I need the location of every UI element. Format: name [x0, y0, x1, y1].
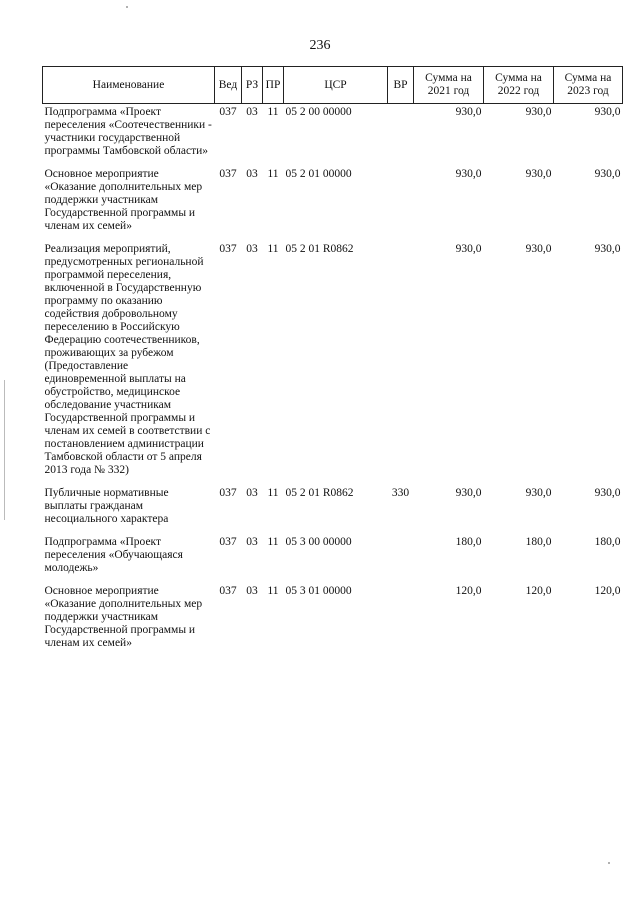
row-name: Основное мероприятие «Оказание дополнительных мер поддержки участникам Государственной программы и членам их семей»: [44, 168, 203, 232]
header-pr: ПР: [263, 67, 284, 104]
table-header-row: [43, 67, 623, 104]
row-name: Подпрограмма «Проект переселения «Соотечественники - участники государственной программы Тамбовской области»: [44, 106, 212, 157]
row-pr: 11: [267, 536, 279, 548]
row-sum-2021: 930,0: [455, 243, 482, 255]
header-ved: Вед: [215, 67, 242, 104]
scan-edge-mark: [4, 380, 5, 520]
row-sum-2023: 180,0: [594, 536, 621, 548]
row-ved: 037: [219, 536, 237, 548]
row-ved: 037: [219, 585, 237, 597]
row-sum-2023: 120,0: [594, 585, 621, 597]
row-rz: 03: [246, 487, 258, 499]
row-rz: 03: [246, 106, 258, 118]
page-number: 236: [309, 38, 331, 53]
row-sum-2023: 930,0: [594, 106, 621, 118]
row-rz: 03: [246, 585, 258, 597]
table-row: [43, 104, 623, 167]
table-row: [43, 583, 623, 658]
row-rz: 03: [246, 536, 258, 548]
row-csr: 05 3 01 00000: [285, 585, 352, 597]
row-ved: 037: [219, 168, 237, 180]
row-vr: [388, 534, 414, 583]
row-pr: 11: [267, 585, 279, 597]
row-name: Публичные нормативные выплаты гражданам несоциального характера: [44, 487, 169, 525]
row-sum-2021: 180,0: [455, 536, 482, 548]
row-sum-2021: 930,0: [455, 487, 482, 499]
row-sum-2021: 120,0: [455, 585, 482, 597]
row-sum-2021: 930,0: [455, 168, 482, 180]
row-csr: 05 2 01 R0862: [285, 487, 354, 499]
row-csr: 05 3 00 00000: [285, 536, 352, 548]
table-row: [43, 166, 623, 241]
table-row: [43, 485, 623, 534]
table-row: [43, 534, 623, 583]
row-rz: 03: [246, 168, 258, 180]
row-csr: 05 2 01 R0862: [285, 243, 354, 255]
header-name: Наименование: [43, 67, 215, 104]
table-row: [43, 241, 623, 485]
header-csr: ЦСР: [284, 67, 388, 104]
row-pr: 11: [267, 487, 279, 499]
row-vr: 330: [391, 487, 410, 499]
budget-table: [42, 66, 623, 658]
row-ved: 037: [219, 106, 237, 118]
row-sum-2023: 930,0: [594, 487, 621, 499]
scan-dot: [608, 862, 610, 864]
header-rz: РЗ: [242, 67, 263, 104]
row-vr: [388, 241, 414, 485]
row-sum-2022: 930,0: [525, 168, 552, 180]
row-sum-2022: 930,0: [525, 487, 552, 499]
header-vr: ВР: [388, 67, 414, 104]
header-sum-2021: Сумма на 2021 год: [414, 67, 484, 104]
row-vr: [388, 583, 414, 658]
row-sum-2021: 930,0: [455, 106, 482, 118]
row-pr: 11: [267, 243, 279, 255]
row-pr: 11: [267, 106, 279, 118]
row-sum-2023: 930,0: [594, 243, 621, 255]
row-name: Подпрограмма «Проект переселения «Обучающаяся молодежь»: [44, 536, 183, 574]
row-pr: 11: [267, 168, 279, 180]
row-sum-2023: 930,0: [594, 168, 621, 180]
row-sum-2022: 930,0: [525, 243, 552, 255]
row-vr: [388, 166, 414, 241]
scan-dot: [126, 6, 128, 8]
row-rz: 03: [246, 243, 258, 255]
row-csr: 05 2 01 00000: [285, 168, 352, 180]
row-ved: 037: [219, 487, 237, 499]
header-sum-2022: Сумма на 2022 год: [484, 67, 554, 104]
row-name: Основное мероприятие «Оказание дополнительных мер поддержки участникам Государственной программы и членам их семей»: [44, 585, 203, 649]
row-csr: 05 2 00 00000: [285, 106, 352, 118]
row-name: Реализация мероприятий, предусмотренных региональной программой переселения, включенной в Государственную программу по оказанию содействия добровольному переселению в Российскую Федерацию соотечественников, проживающих за рубежом (Предоставление единовременной выплаты на обустройство, медицинское обследование участникам Государственной программы и членам их семей в соответствии с постановлением администрации Тамбовской области от 5 апреля 2013 года № 332): [44, 243, 211, 476]
header-sum-2023: Сумма на 2023 год: [554, 67, 623, 104]
row-vr: [388, 104, 414, 167]
row-sum-2022: 120,0: [525, 585, 552, 597]
row-ved: 037: [219, 243, 237, 255]
row-sum-2022: 180,0: [525, 536, 552, 548]
row-sum-2022: 930,0: [525, 106, 552, 118]
